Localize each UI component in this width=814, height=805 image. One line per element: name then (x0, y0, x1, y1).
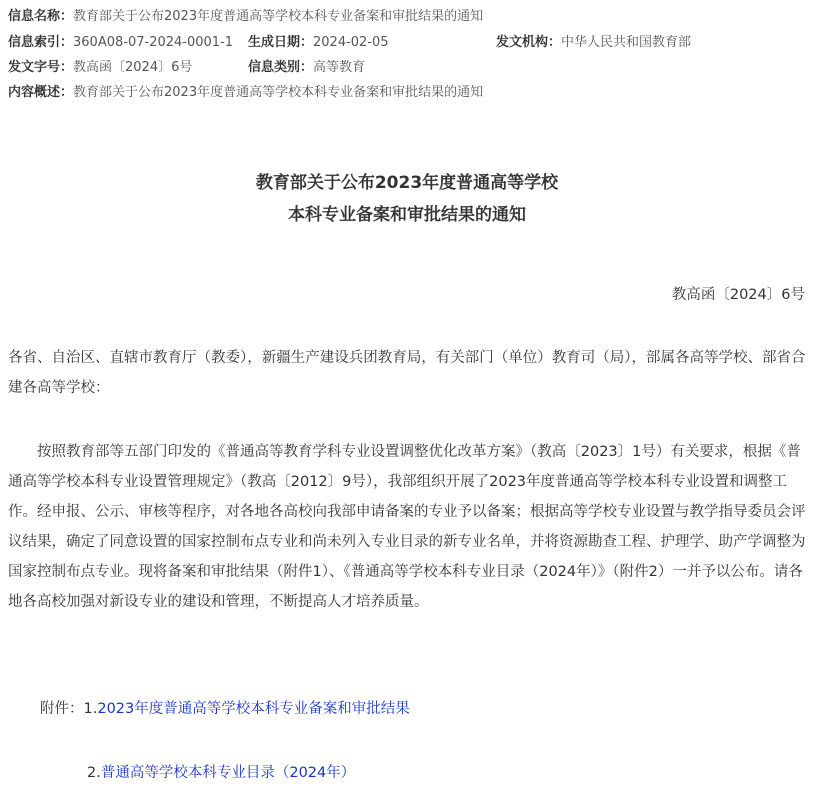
article-title-line1: 教育部关于公布2023年度普通高等学校 (255, 173, 559, 193)
meta-category-label: 信息类别： (248, 60, 314, 75)
document-number: 教高函〔2024〕6号 (671, 287, 805, 303)
attachments-label: 附件： (40, 701, 84, 717)
attachment-2-prefix: 2. (87, 765, 101, 781)
meta-date-label: 生成日期： (248, 35, 314, 50)
article-title-line2: 本科专业备案和审批结果的通知 (288, 205, 526, 225)
meta-docno-value: 教高函〔2024〕6号 (73, 60, 193, 75)
meta-name-label: 信息名称： (8, 9, 74, 24)
meta-row-index (8, 33, 808, 53)
attachment-2-link[interactable]: 普通高等学校本科专业目录（2024年） (100, 765, 356, 781)
attachment-1-prefix: 1. (83, 701, 98, 717)
meta-index-value: 360A08-07-2024-0001-1 (73, 35, 234, 50)
meta-row-docno (8, 58, 808, 78)
meta-index-label: 信息索引： (8, 35, 74, 50)
attachment-1 (40, 697, 410, 721)
meta-row-summary (8, 83, 483, 103)
salutation: 各省、自治区、直辖市教育厅（教委），新疆生产建设兵团教育局，有关部门（单位）教育司（局），部属各高等学校、部省合建各高等学校： (8, 350, 806, 396)
meta-summary-value: 教育部关于公布2023年度普通高等学校本科专业备案和审批结果的通知 (73, 85, 484, 100)
meta-org-value: 中华人民共和国教育部 (561, 35, 692, 50)
meta-row-name (8, 7, 483, 27)
document-metadata (0, 0, 814, 105)
meta-summary-label: 内容概述： (8, 85, 74, 100)
meta-org-label: 发文机构： (496, 35, 562, 50)
meta-name-value: 教育部关于公布2023年度普通高等学校本科专业备案和审批结果的通知 (73, 9, 484, 24)
body-paragraph: 按照教育部等五部门印发的《普通高等教育学科专业设置调整优化改革方案》（教高〔2023〕1号）有关要求，根据《普通高等学校本科专业设置管理规定》（教高〔2012〕9号），我部组织开展了2023年度普通高等学校本科专业设置和调整工作。经申报、公示、审核等程序，对各地各高校向我部申请备案的专业予以备案；根据高等学校专业设置与教学指导委员会评议结果，确定了同意设置的国家控制布点专业和尚未列入专业目录的新专业名单，并将资源勘查工程、护理学、助产学调整为国家控制布点专业。现将备案和审批结果（附件1）、《普通高等学校本科专业目录（2024年）》（附件2）一并予以公布。请各地各高校加强对新设专业的建设和管理，不断提高人才培养质量。 (8, 444, 806, 610)
meta-date-value: 2024-02-05 (313, 35, 389, 50)
attachment-1-link[interactable]: 2023年度普通高等学校本科专业备案和审批结果 (97, 701, 410, 717)
meta-category-value: 高等教育 (313, 60, 366, 75)
meta-docno-label: 发文字号： (8, 60, 74, 75)
attachment-2 (87, 761, 355, 785)
